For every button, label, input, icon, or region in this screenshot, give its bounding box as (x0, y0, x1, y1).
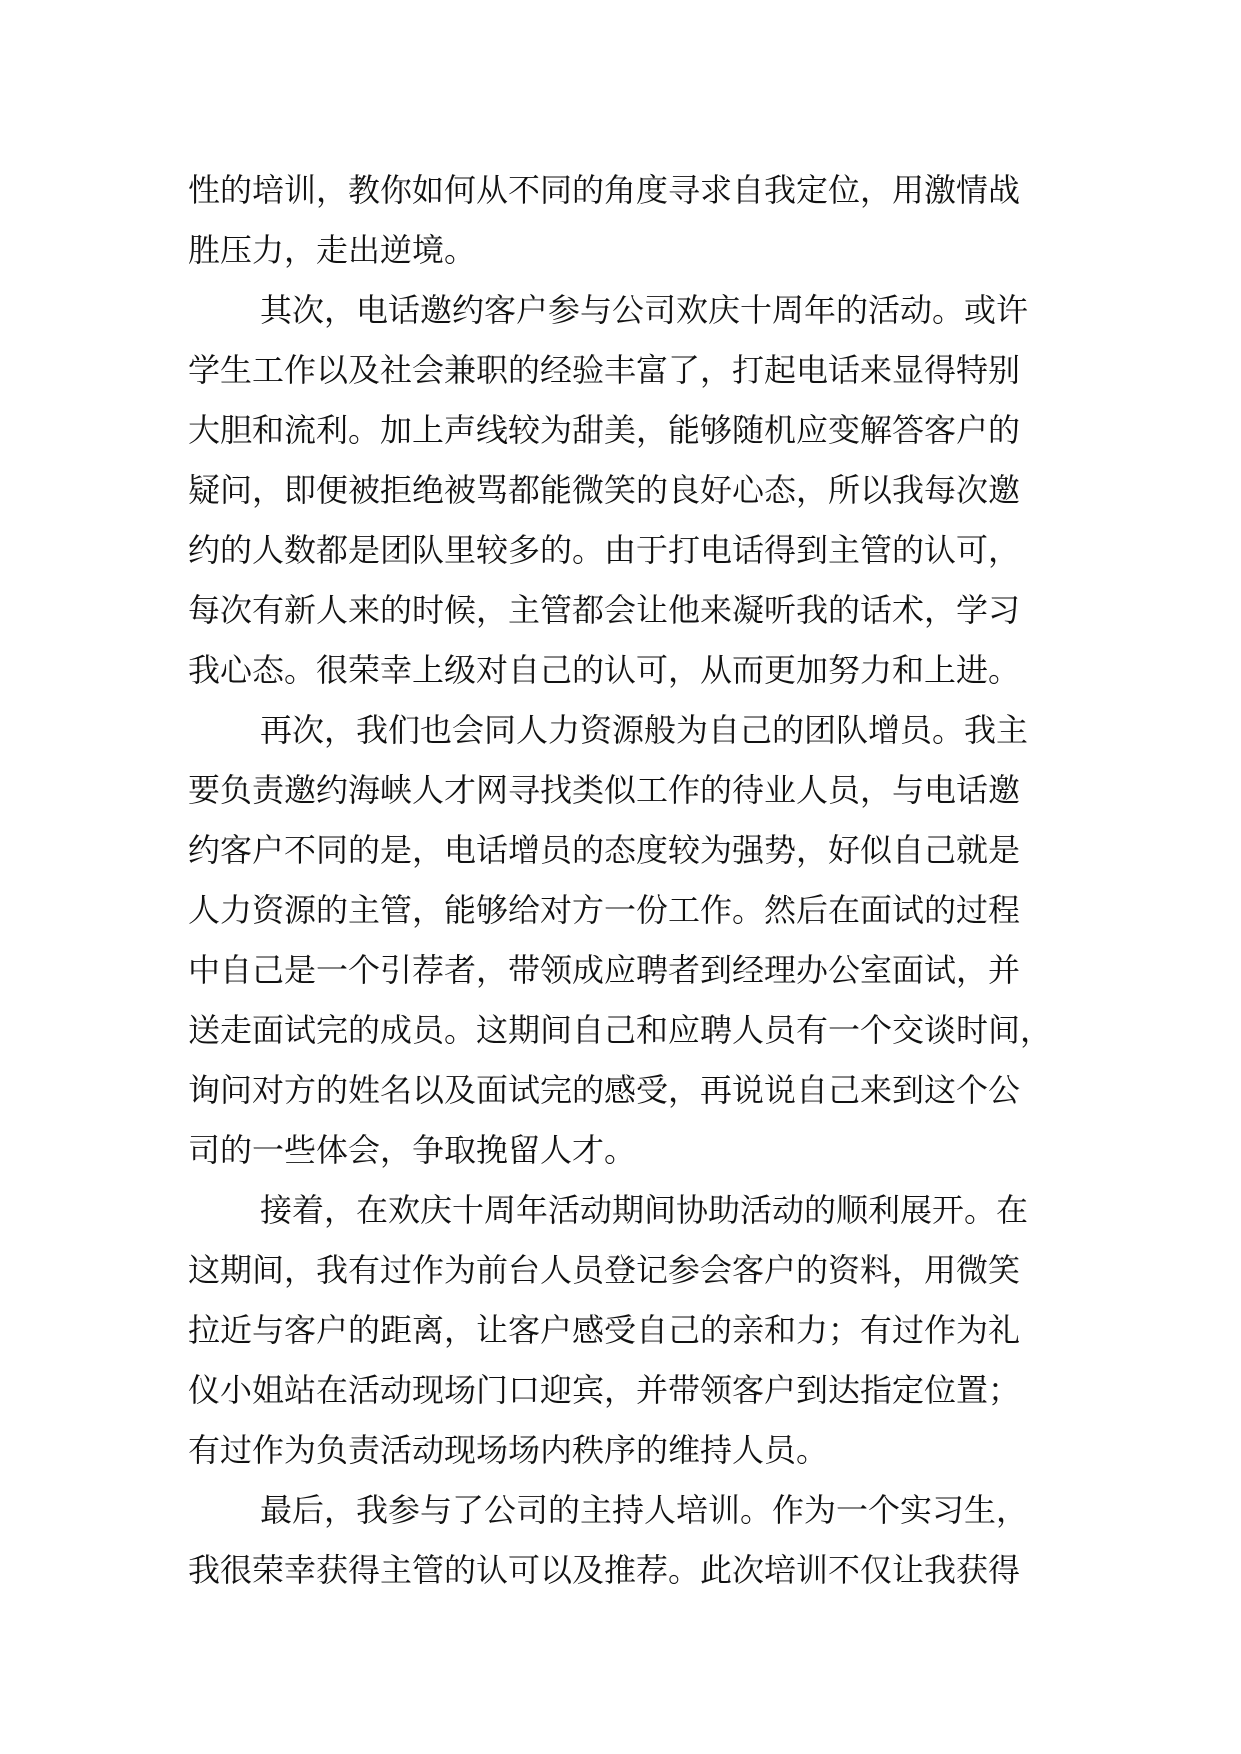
text-line: 送走面试完的成员。这期间自己和应聘人员有一个交谈时间， (188, 1011, 1053, 1049)
text-line: 询问对方的姓名以及面试完的感受，再说说自己来到这个公 (188, 1071, 1021, 1109)
text-line: 接着，在欢庆十周年活动期间协助活动的顺利展开。在 (260, 1191, 1029, 1229)
text-line: 最后，我参与了公司的主持人培训。作为一个实习生， (260, 1491, 1029, 1529)
text-line: 这期间，我有过作为前台人员登记参会客户的资料，用微笑 (188, 1251, 1021, 1289)
text-line: 学生工作以及社会兼职的经验丰富了，打起电话来显得特别 (188, 351, 1021, 389)
text-line: 拉近与客户的距离，让客户感受自己的亲和力；有过作为礼 (188, 1311, 1021, 1349)
text-line: 性的培训，教你如何从不同的角度寻求自我定位，用激情战 (188, 171, 1021, 209)
text-line: 其次，电话邀约客户参与公司欢庆十周年的活动。或许 (260, 291, 1029, 329)
text-line: 司的一些体会，争取挽留人才。 (188, 1131, 637, 1169)
text-line: 约的人数都是团队里较多的。由于打电话得到主管的认可， (188, 531, 1021, 569)
text-line: 大胆和流利。加上声线较为甜美，能够随机应变解答客户的 (188, 411, 1021, 449)
text-line: 我心态。很荣幸上级对自己的认可，从而更加努力和上进。 (188, 651, 1021, 689)
text-line: 有过作为负责活动现场场内秩序的维持人员。 (188, 1431, 829, 1469)
text-line: 疑问，即便被拒绝被骂都能微笑的良好心态，所以我每次邀 (188, 471, 1021, 509)
text-line: 要负责邀约海峡人才网寻找类似工作的待业人员，与电话邀 (188, 771, 1021, 809)
text-line: 中自己是一个引荐者，带领成应聘者到经理办公室面试，并 (188, 951, 1021, 989)
text-line: 每次有新人来的时候，主管都会让他来凝听我的话术，学习 (188, 591, 1021, 629)
body-text (188, 160, 1068, 1600)
text-line: 胜压力，走出逆境。 (188, 231, 477, 269)
text-line: 约客户不同的是，电话增员的态度较为强势，好似自己就是 (188, 831, 1021, 869)
text-line: 仪小姐站在活动现场门口迎宾，并带领客户到达指定位置； (188, 1371, 1021, 1409)
text-line: 我很荣幸获得主管的认可以及推荐。此次培训不仅让我获得 (188, 1551, 1021, 1589)
text-line: 人力资源的主管，能够给对方一份工作。然后在面试的过程 (188, 891, 1021, 929)
text-line: 再次，我们也会同人力资源般为自己的团队增员。我主 (260, 711, 1029, 749)
